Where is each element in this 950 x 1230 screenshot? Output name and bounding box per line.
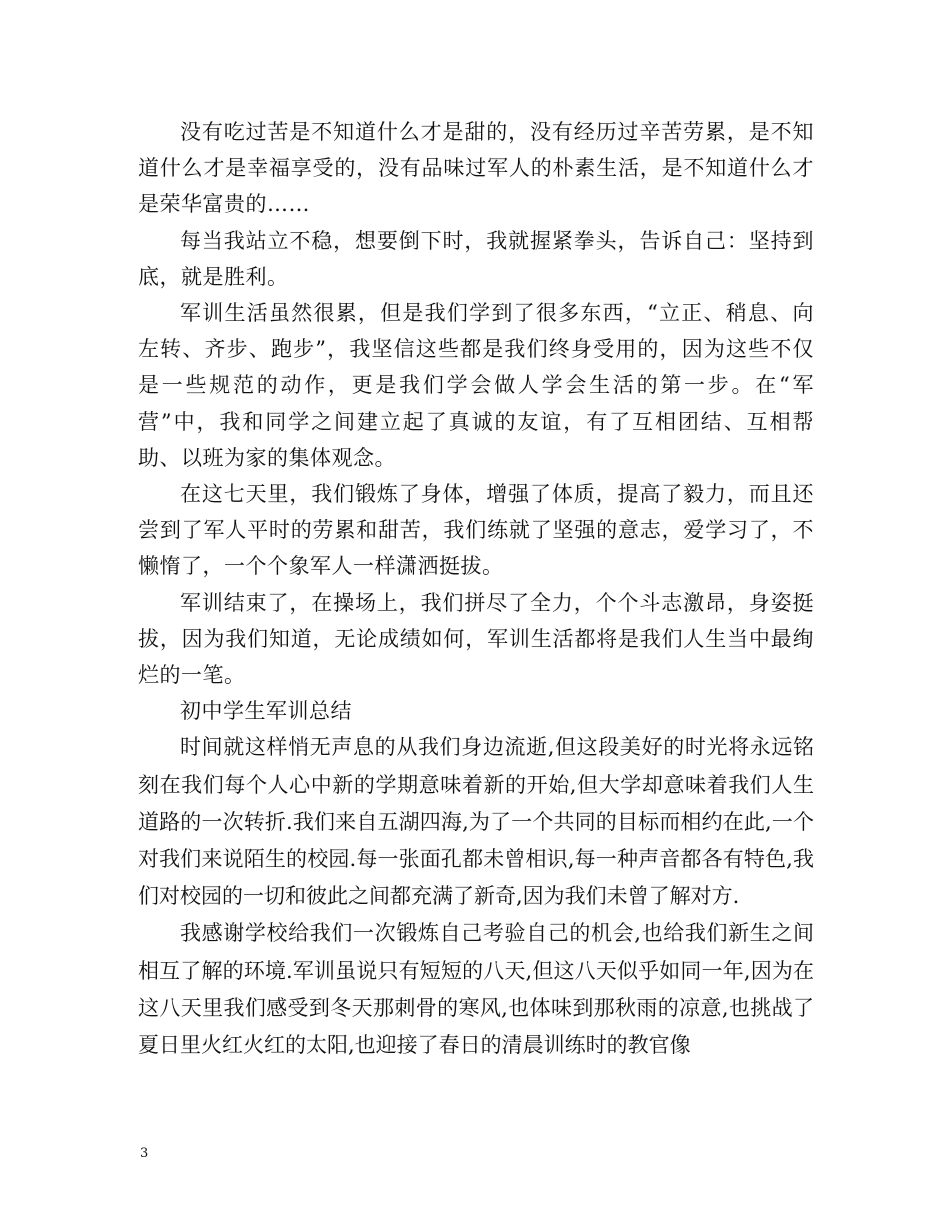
paragraph: 每当我站立不稳，想要倒下时，我就握紧拳头，告诉自己：坚持到底，就是胜利。 bbox=[138, 228, 814, 289]
paragraph: 我感谢学校给我们一次锻炼自己考验自己的机会,也给我们新生之间相互了解的环境.军训虽说只有短短的八天,但这八天似乎如同一年,因为在这八天里我们感受到冬天那刺骨的寒风,也体味到那秋雨的凉意,也挑战了夏日里火红火红的太阳,也迎接了春日的清晨训练时的教官像 bbox=[138, 921, 814, 1058]
page-number: 3 bbox=[140, 1146, 149, 1161]
document-body bbox=[138, 114, 814, 1064]
section-heading: 初中学生军训总结 bbox=[180, 699, 352, 724]
paragraph: 时间就这样悄无声息的从我们身边流逝,但这段美好的时光将永远铭刻在我们每个人心中新的学期意味着新的开始,但大学却意味着我们人生道路的一次转折.我们来自五湖四海,为了一个共同的目标而相约在此,一个对我们来说陌生的校园.每一张面孔都未曾相识,每一种声音都各有特色,我们对校园的一切和彼此之间都充满了新奇,因为我们未曾了解对方. bbox=[138, 735, 814, 909]
paragraph: 军训结束了，在操场上，我们拼尽了全力，个个斗志激昂，身姿挺拔，因为我们知道，无论成绩如何，军训生活都将是我们人生当中最绚烂的一笔。 bbox=[138, 590, 814, 688]
paragraph: 没有吃过苦是不知道什么才是甜的，没有经历过辛苦劳累，是不知道什么才是幸福享受的，没有品味过军人的朴素生活，是不知道什么才是荣华富贵的…… bbox=[138, 120, 814, 217]
paragraph: 军训生活虽然很累，但是我们学到了很多东西，“立正、稍息、向左转、齐步、跑步”，我坚信这些都是我们终身受用的，因为这些不仅是一些规范的动作，更是我们学会做人学会生活的第一步。在“军营”中，我和同学之间建立起了真诚的友谊，有了互相团结、互相帮助、以班为家的集体观念。 bbox=[138, 301, 814, 470]
paragraph: 在这七天里，我们锻炼了身体，增强了体质，提高了毅力，而且还尝到了军人平时的劳累和甜苦，我们练就了坚强的意志，爱学习了，不懒惰了，一个个象军人一样潇洒挺拔。 bbox=[138, 482, 814, 579]
